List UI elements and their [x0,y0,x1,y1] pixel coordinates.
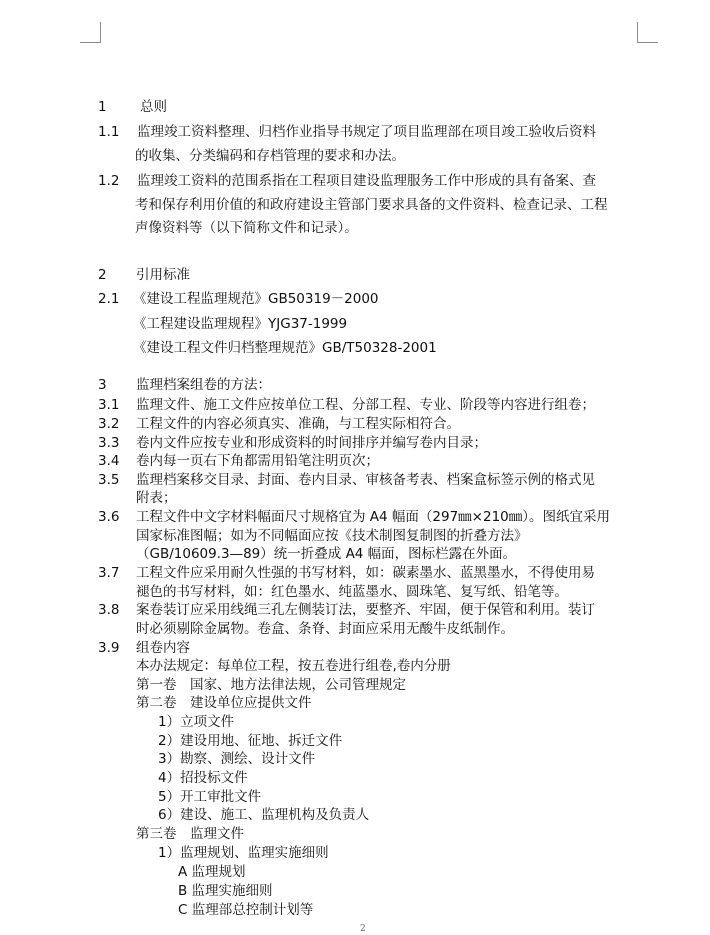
text-line: 3.1 监理文件、施工文件应按单位工程、分部工程、专业、阶段等内容进行组卷； [98,397,595,413]
list-item: 3）勘察、测绘、设计文件 [158,751,316,767]
heading-line: 1 总则 [98,99,167,115]
list-item: 1）立项文件 [158,714,235,730]
text-line: 2.1 《建设工程监理规范》GB50319－2000 [98,291,379,307]
text-line: 3.9 组卷内容 [98,640,190,656]
text-line: 1.2 监理竣工资料的范围系指在工程项目建设监理服务工作中形成的具有备案、查 [98,173,596,189]
crop-mark-top-left [80,22,101,43]
text-line: 第一卷 国家、地方法律法规，公司管理规定 [136,677,406,693]
list-item: 4）招投标文件 [158,770,248,786]
list-item: A 监理规划 [178,864,246,880]
crop-mark-top-right [637,22,658,43]
list-item: B 监理实施细则 [178,883,273,899]
heading-line: 2 引用标准 [98,267,190,283]
text-line: 3.6 工程文件中文字材料幅面尺寸规格宜为 A4 幅面（297㎜×210㎜）。图纸宜采用 [98,509,611,525]
text-line: 褪色的书写材料，如：红色墨水、纯蓝墨水、圆珠笔、复写纸、铅笔等。 [136,584,568,600]
text-line: 国家标准图幅；如为不同幅面应按《技术制图复制图的折叠方法》 [136,528,528,544]
text-line: 第二卷 建设单位应提供文件 [136,695,312,711]
list-item: 2）建设用地、征地、拆迁文件 [158,733,343,749]
text-line: 声像资料等（以下简称文件和记录）。 [135,220,358,236]
text-line: 3.8 案卷装订应采用线绳三孔左侧装订法，要整齐、牢固，便于保管和利用。装订 [98,602,595,618]
list-item: C 监理部总控制计划等 [178,902,314,918]
text-line: 3.2 工程文件的内容必须真实、准确，与工程实际相符合。 [98,416,460,432]
text-line: 时必须剔除金属物。卷盒、条脊、封面应采用无酸牛皮纸制作。 [136,621,514,637]
list-item: 1）监理规划、监理实施细则 [158,845,329,861]
text-line: 3.3 卷内文件应按专业和形成资料的时间排序并编写卷内目录； [98,435,487,451]
text-line: 3.5 监理档案移交目录、封面、卷内目录、审核备考表、档案盒标签示例的格式见 [98,472,595,488]
text-line: 附表； [136,490,177,506]
text-line: 《建设工程文件归档整理规范》GB/T50328-2001 [133,340,437,356]
text-line: 1.1 监理竣工资料整理、归档作业指导书规定了项目监理部在项目竣工验收后资料 [98,124,596,140]
heading-line: 3 监理档案组卷的方法： [98,377,271,393]
text-line: 3.7 工程文件应采用耐久性强的书写材料，如：碳素墨水、蓝黑墨水，不得使用易 [98,565,595,581]
text-line: （GB/10609.3—89）统一折叠成 A4 幅面，图标栏露在外面。 [136,546,517,562]
text-line: 的收集、分类编码和存档管理的要求和办法。 [135,148,405,164]
page-number: 2 [360,924,366,934]
text-line: 本办法规定：每单位工程，按五卷进行组卷,卷内分册 [136,658,451,674]
text-line: 《工程建设监理规程》YJG37-1999 [133,316,348,332]
text-line: 第三卷 监理文件 [136,826,244,842]
list-item: 5）开工审批文件 [158,789,262,805]
text-line: 考和保存利用价值的和政府建设主管部门要求具备的文件资料、检查记录、工程 [135,197,608,213]
list-item: 6）建设、施工、监理机构及负责人 [158,807,370,823]
text-line: 3.4 卷内每一页右下角都需用铅笔注明页次； [98,453,379,469]
